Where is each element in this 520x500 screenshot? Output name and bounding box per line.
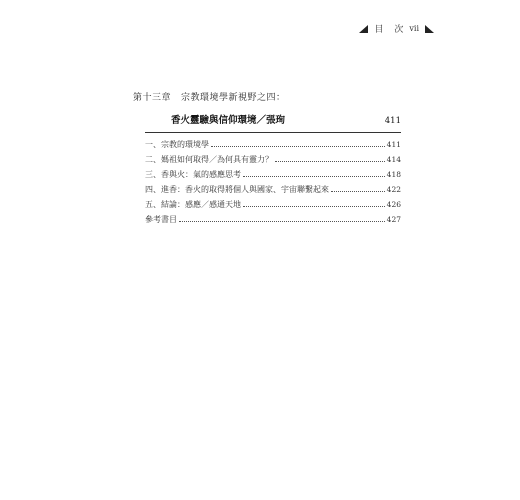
toc-entry-page: 426	[386, 200, 401, 209]
title-rule	[145, 132, 401, 133]
dot-leader	[243, 176, 385, 177]
toc-chapter	[133, 92, 401, 227]
toc-entry-page: 422	[386, 185, 401, 194]
toc-entry-label: 二、媽祖如何取得／為何具有靈力？	[145, 155, 273, 164]
toc-entry	[145, 182, 401, 197]
running-head-page-number: vii	[409, 24, 419, 33]
toc-entry	[145, 152, 401, 167]
triangle-right-icon	[425, 25, 434, 33]
chapter-series: 宗教環境學新視野之四：	[181, 93, 286, 103]
toc-entries	[145, 137, 401, 227]
chapter-page: 411	[384, 116, 401, 126]
chapter-title: 香火靈驗與信仰環境／張珣	[171, 115, 286, 126]
dot-leader	[211, 146, 385, 147]
toc-entry-page: 414	[386, 155, 401, 164]
chapter-label: 第十三章	[133, 93, 172, 103]
toc-entry-label: 五、結論：感應／感通天地	[145, 200, 241, 209]
toc-entry-label: 四、進香：香火的取得將個人與國家、宇宙聯繫起來	[145, 185, 329, 194]
toc-entry	[145, 167, 401, 182]
dot-leader	[179, 221, 385, 222]
chapter-heading	[133, 92, 401, 105]
toc-entry-page: 427	[386, 215, 401, 224]
running-head	[359, 22, 434, 35]
toc-entry-page: 418	[386, 170, 401, 179]
dot-leader	[243, 206, 385, 207]
triangle-left-icon	[359, 25, 368, 33]
dot-leader	[331, 191, 385, 192]
toc-entry-label: 一、宗教的環境學	[145, 140, 209, 149]
toc-entry-label: 三、香與火：氣的感應思考	[145, 170, 241, 179]
running-head-section: 目 次	[374, 25, 408, 35]
toc-entry	[145, 137, 401, 152]
toc-entry-label: 參考書目	[145, 215, 177, 224]
dot-leader	[275, 161, 385, 162]
toc-entry	[145, 197, 401, 212]
toc-entry-page: 411	[386, 140, 401, 149]
toc-entry	[145, 212, 401, 227]
chapter-title-row	[171, 114, 401, 128]
